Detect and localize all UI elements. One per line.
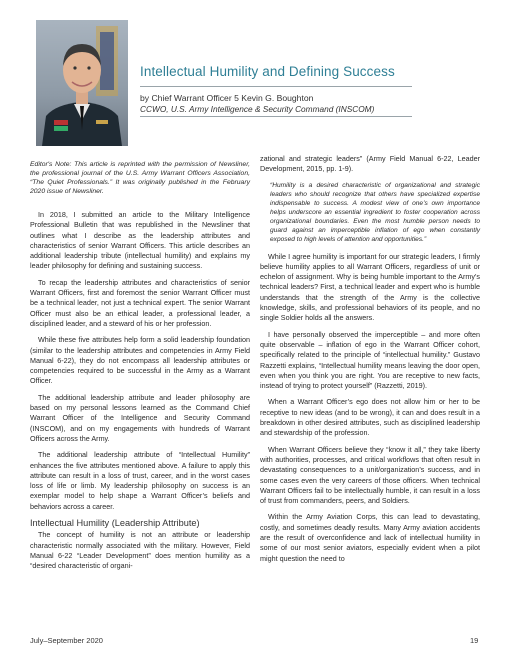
paragraph: While I agree humility is important for our strategic leaders, I firmly believe humility applies to all Warrant Officers, regardless of unit or echelon of assignment. Why is being humble important to the Army’s technical leaders? First, a technical leader and expert who is humble understands that the strength of the Army is the collective knowledge, skills, and professional behaviors of its people, and no single Soldier holds all the answers. [260, 251, 480, 323]
paragraph: zational and strategic leaders” (Army Field Manual 6-22, Leader Development, 2015, pp. 1-9). [260, 154, 480, 174]
paragraph: Within the Army Aviation Corps, this can lead to devastating, costly, and sometimes deadly results. Many Army aviation accidents are the result of overconfidence and lack of intellectual humility in some of our most senior aviators, especially evident when a pilot might question the need to [260, 512, 480, 563]
issue-date: July–September 2020 [30, 636, 103, 645]
title-divider [140, 86, 412, 87]
author-portrait-icon [36, 20, 128, 146]
author-affiliation: CCWO, U.S. Army Intelligence & Security Command (INSCOM) [140, 104, 375, 114]
paragraph: In 2018, I submitted an article to the Military Intelligence Professional Bulletin that was republished in the Newsliner that outlines what I describe as the leadership attributes and characteristics of senior Warrant Officers. This article describes an additional leadership tribute (intellectual humility) and explains my leader philosophy for defining and sustaining success. [30, 210, 250, 271]
paragraph: The additional leadership attribute of “Intellectual Humility” enhances the five attributes mentioned above. A failure to apply this attribute can result in a loss of trust, career, and in the worst cases loss of life or limb. My leadership philosophy on success is an exemplar model to help shape a Warrant Officer’s beliefs and behaviors across a career. [30, 450, 250, 511]
left-column [30, 160, 250, 578]
article-title: Intellectual Humility and Defining Success [140, 64, 395, 79]
block-quote: “Humility is a desired characteristic of organizational and strategic leaders who should recognize that others have specialized expertise indispensable to success. A modest view of one’s own importance helps underscore an essential ingredient to foster cooperation across organizational boundaries. Even the most humble person needs to guard against an imperceptible inflation of ego when constantly exposed to high levels of attention and opportunities.” [270, 181, 480, 243]
byline-divider [140, 116, 412, 117]
paragraph: When Warrant Officers believe they “know it all,” they take liberty with authorities, processes, and critical workflows that often result in devastating consequences to a unit/organization’s success, and in some cases even the very careers of those officers. When technical Warrant Officers fail to be intellectually humble, it can result in a loss of trust from commanders, peers, and Soldiers. [260, 444, 480, 506]
section-heading: Intellectual Humility (Leadership Attribute) [30, 518, 200, 529]
paragraph: While these five attributes help form a solid leadership foundation (similar to the leadership attributes and competencies in Army Field Manual 6-22), they do not encompass all leadership attributes or competencies required to be successful in the Army as a Warrant Officer. [30, 335, 250, 386]
paragraph: To recap the leadership attributes and characteristics of senior Warrant Officers, first and foremost the senior Warrant Officer must be a technical leader, not just a technical expert. The senior Warrant Officer must also be an ethical leader, a professional leader, a disciplined leader, and a steward of his or her profession. [30, 277, 250, 328]
paragraph: The concept of humility is not an attribute or leadership characteristic normally associated with the military. However, Field Manual 6-22 “Leader Development” does mention humility as a “desired characteristic of organi- [30, 530, 250, 571]
paragraph: I have personally observed the imperceptible – and more often quite observable – inflation of ego in the Warrant Officer cohort, specifically related to the principle of “intellectual humility.” Gustavo Razzetti explains, “Intellectual humility means leaving the door open, even when you think you are right. You are receptive to new facts, instead of trying to protect yourself” (Razzetti, 2019). [260, 329, 480, 391]
paragraph: When a Warrant Officer’s ego does not allow him or her to be receptive to new ideas (and to be wrong), it can and does result in a breakdown in other desired attributes, such as disciplined leadership and stewardship of the profession. [260, 397, 480, 438]
right-column [260, 154, 480, 570]
paragraph: The additional leadership attribute and leader philosophy are based on my personal lessons learned as the Command Chief Warrant Officer of the Intelligence and Security Command (INSCOM), and on my engagements with hundreds of Warrant Officers across the Army. [30, 392, 250, 443]
byline: by Chief Warrant Officer 5 Kevin G. Boughton [140, 93, 314, 103]
page-number: 19 [470, 636, 479, 645]
author-portrait [36, 20, 128, 146]
editors-note: Editor's Note: This article is reprinted with the permission of Newsliner, the professional journal of the U.S. Army Warrant Officers Association, “The Quiet Professionals.” It was originally published in the February 2020 issue of Newsliner. [30, 161, 250, 195]
